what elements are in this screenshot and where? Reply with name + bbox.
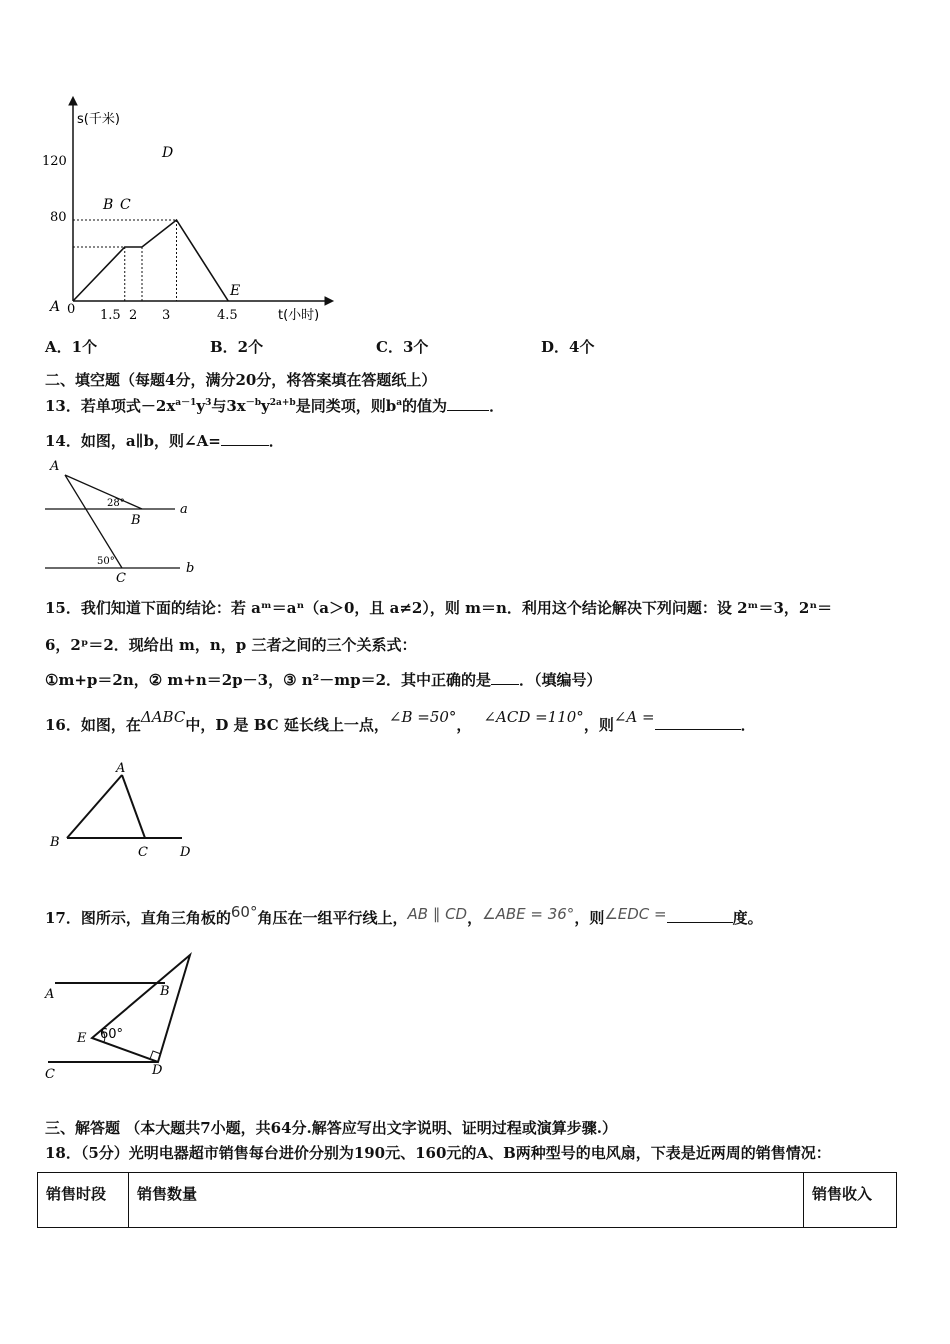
q17-angle-edc: ∠EDC =: [604, 905, 667, 923]
q16-label-a: A: [116, 761, 126, 776]
table-header-revenue: 销售收入: [804, 1173, 897, 1228]
q16-end: ．: [740, 716, 756, 734]
q17-label-b: B: [160, 984, 170, 999]
q12-point-e: E: [230, 283, 241, 299]
q16-label-d: D: [180, 845, 191, 860]
q15-answer-blank[interactable]: [491, 684, 519, 685]
q14-angle-28: 28°: [107, 498, 125, 509]
q17-part3: ，: [467, 909, 483, 927]
q13-number: 13．: [45, 397, 81, 415]
q17-angle-abe: ∠ABE = 36°: [482, 905, 575, 923]
q12-point-a: A: [50, 299, 61, 315]
q17-label-d: D: [152, 1063, 163, 1078]
q12-option-d: D．4个: [541, 338, 595, 356]
q17-part4: ，则: [574, 909, 605, 927]
q18-sales-table: [37, 1172, 897, 1228]
q12-x-axis-arrow: [325, 297, 333, 305]
q17-part1: 17．图所示，直角三角板的: [45, 909, 231, 927]
q12-xtick-1.5: 1.5: [100, 308, 121, 323]
q14-label-line-a: a: [180, 502, 188, 517]
q16-figure: [42, 758, 212, 863]
q12-point-c: C: [120, 197, 131, 213]
q12-route-line: [73, 220, 228, 301]
q15-line1: 15．我们知道下面的结论：若 aᵐ＝aⁿ（a＞0，且 a≠2），则 m＝n．利用这个结论解决下列问题：设 2ᵐ＝3，2ⁿ＝: [45, 599, 833, 617]
q14-angle-50: 50°: [97, 556, 115, 567]
q15-line2: 6，2ᵖ＝2．现给出 m，n，p 三者之间的三个关系式：: [45, 636, 417, 654]
q16-part1: 16．如图，在: [45, 716, 141, 734]
q14-segment-ac: [65, 475, 122, 568]
q14-label-c: C: [116, 571, 126, 585]
q12-xtick-3: 3: [162, 308, 171, 323]
q17-angle-60: 60°: [100, 1027, 124, 1042]
q16-label-c: C: [138, 845, 148, 860]
q15-line3-text: ①m+p＝2n，② m+n＝2p－3，③ n²－mp＝2．其中正确的是: [45, 671, 492, 689]
q13-part6: 的值为: [402, 397, 448, 415]
q16-part3: ，: [456, 716, 472, 734]
q14-answer-blank[interactable]: [221, 445, 269, 446]
q17-label-c: C: [45, 1067, 55, 1082]
q13-sup3: －b: [245, 398, 262, 408]
q12-option-b: B．2个: [210, 338, 264, 356]
q16-angle-a: ∠A =: [613, 708, 655, 726]
q12-point-d: D: [162, 145, 174, 161]
table-header-period: 销售时段: [38, 1173, 129, 1228]
q17-parallel: AB ∥ CD: [407, 905, 468, 923]
section3-heading: 三、解答题 （本大题共7小题，共64分.解答应写出文字说明、证明过程或演算步骤.）: [45, 1119, 617, 1137]
q12-option-a: A．1个: [45, 338, 98, 356]
q16-angle-b: ∠B =50°: [388, 708, 457, 726]
q14-figure: [40, 455, 210, 585]
q14-label-a: A: [50, 459, 60, 474]
q12-point-b: B: [103, 197, 114, 213]
q17-end: 度。: [732, 909, 763, 927]
q12-xtick-4.5: 4.5: [217, 308, 238, 323]
q16-answer-blank[interactable]: [655, 729, 741, 730]
table-header-row: [38, 1173, 897, 1228]
q13-part3: 与3x: [211, 397, 246, 415]
table-header-quantity: 销售数量: [129, 1173, 804, 1228]
q18-text: 18．（5分）光明电器超市销售每台进价分别为190元、160元的A、B两种型号的电风扇，下表是近两周的销售情况：: [45, 1144, 831, 1162]
q14: [45, 430, 284, 451]
q13-part5: 是同类项，则b: [295, 397, 397, 415]
q14-end: ．: [268, 432, 284, 450]
q13-part1: 若单项式－2x: [80, 397, 176, 415]
q16: [45, 708, 756, 735]
q13-part4: y: [261, 397, 270, 415]
q13-sup1: a－1: [175, 398, 197, 408]
q13-answer-blank[interactable]: [447, 410, 489, 411]
q14-text: 14．如图，a∥b，则∠A=: [45, 432, 221, 450]
q15-line3: [45, 669, 602, 690]
q14-segment-ab: [65, 475, 142, 509]
q16-segment-ab: [67, 775, 122, 838]
q13-sup5: a: [396, 398, 403, 408]
q12-ytick-80: 80: [50, 210, 67, 225]
q16-angle-acd: ∠ACD =110°: [483, 708, 584, 726]
q17-part2: 角压在一组平行线上，: [257, 909, 408, 927]
q12-ytick-120: 120: [42, 154, 67, 169]
q17: [45, 903, 763, 928]
q12-option-c: C．3个: [376, 338, 429, 356]
q12-xtick-2: 2: [129, 308, 138, 323]
q12-y-axis-arrow: [69, 97, 77, 105]
section2-heading: 二、填空题（每题4分，满分20分，将答案填在答题纸上）: [45, 371, 437, 389]
q14-label-b: B: [131, 513, 141, 528]
q16-label-b: B: [50, 835, 60, 850]
q14-label-line-b: b: [186, 561, 195, 576]
q16-triangle: ΔABC: [140, 708, 186, 726]
q17-answer-blank[interactable]: [667, 922, 733, 923]
q17-label-a: A: [45, 987, 55, 1002]
q12-y-axis-label: s(千米): [77, 112, 120, 127]
q13-sup4: 2a+b: [269, 398, 296, 408]
q12-graph: [40, 95, 350, 330]
q17-triangle: [92, 955, 190, 1062]
q12-xtick-0: 0: [67, 302, 76, 317]
q13-end: ．: [489, 397, 505, 415]
q16-segment-ac: [122, 775, 145, 838]
q17-label-e: E: [77, 1031, 87, 1046]
q13: [45, 395, 504, 416]
q13-sup2: 3: [205, 398, 212, 408]
q15-line3-end: ．（填编号）: [519, 671, 602, 689]
q16-part4: ，则: [583, 716, 614, 734]
q17-figure: [40, 950, 210, 1085]
q17-deg60: 60°: [230, 903, 258, 921]
q13-part2: y: [196, 397, 206, 415]
q12-x-axis-label: t(小时): [278, 308, 320, 323]
q16-part2: 中，D 是 BC 延长线上一点，: [185, 716, 389, 734]
